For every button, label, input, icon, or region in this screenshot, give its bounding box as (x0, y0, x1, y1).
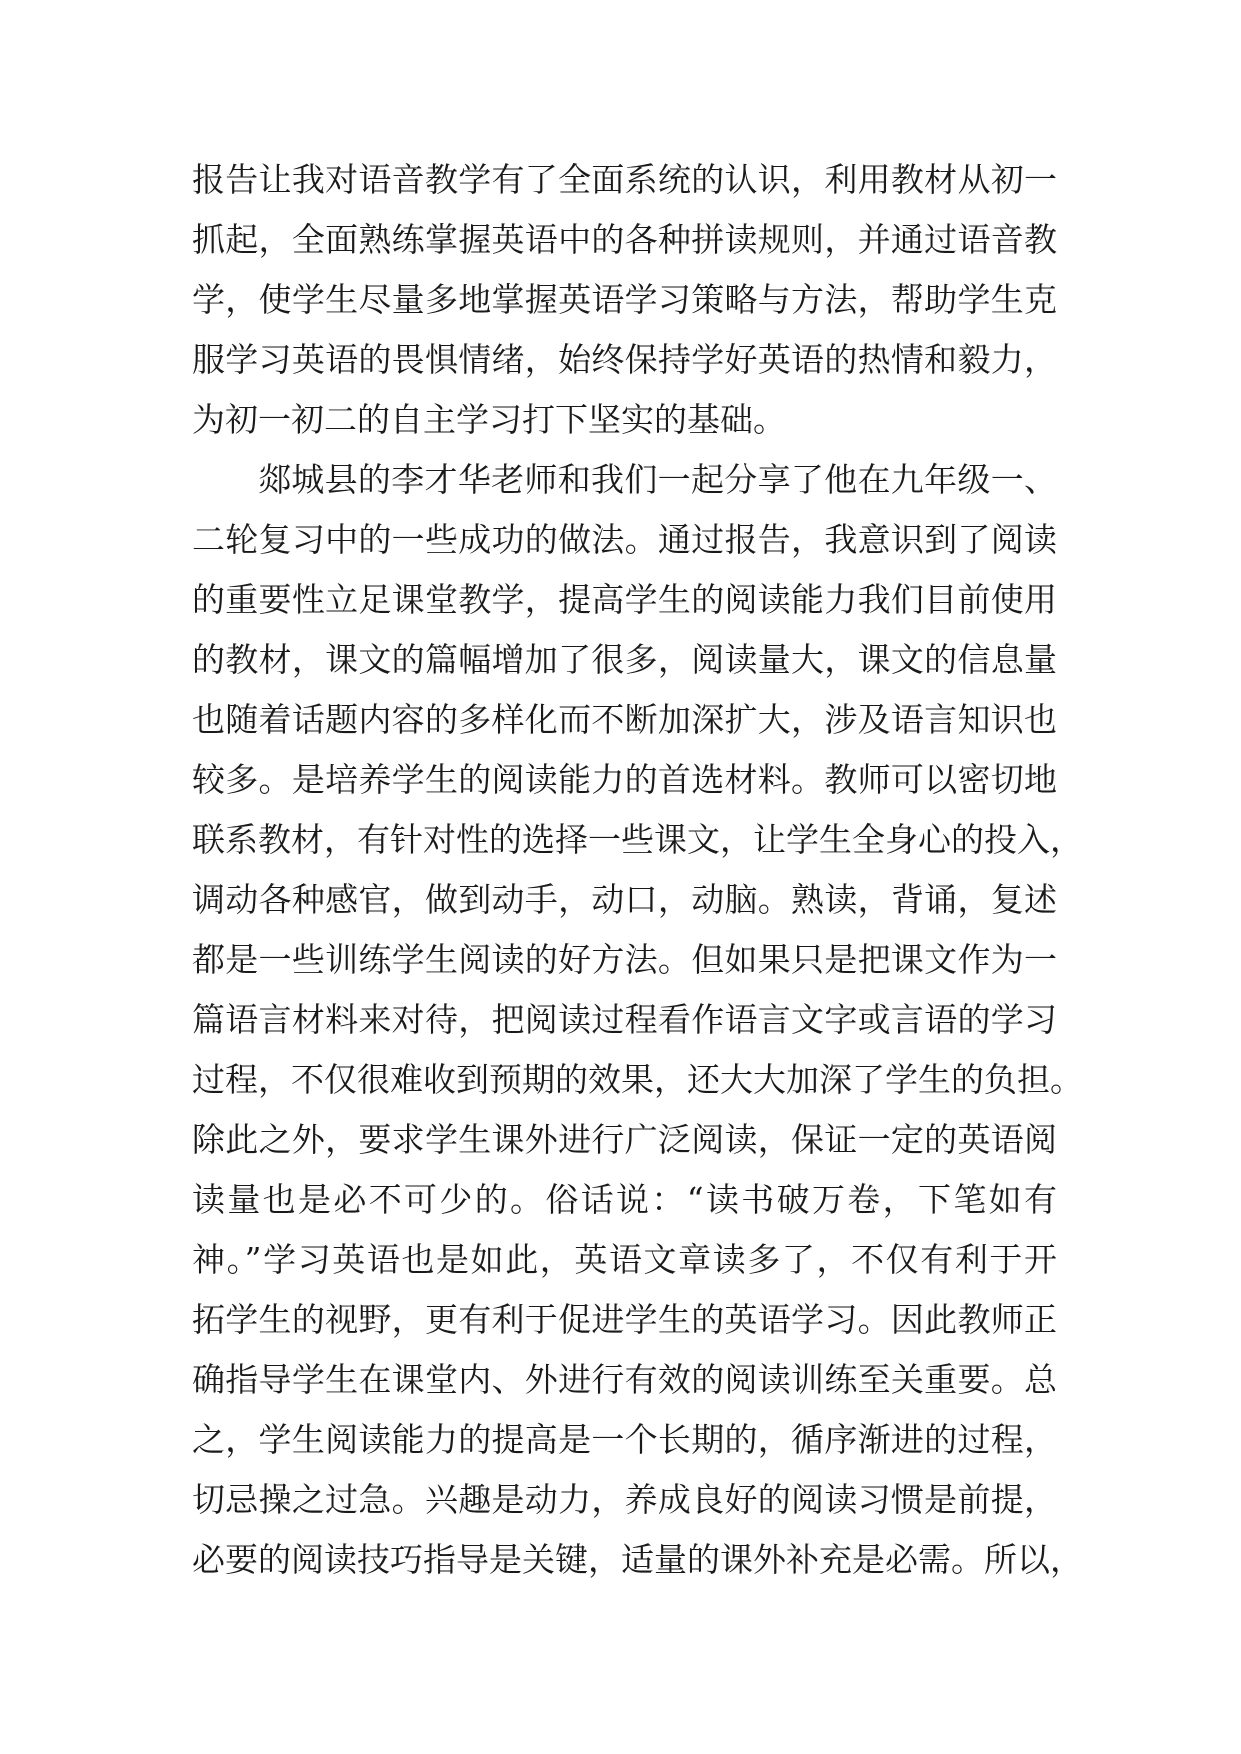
paragraph-first-line: 郯城县的李才华老师和我们一起分享了他在九年级一、 (258, 460, 1057, 499)
text-line: 的教材，课文的篇幅增加了很多，阅读量大，课文的信息量 (192, 640, 1057, 679)
document-body (192, 150, 1083, 1590)
text-line: 调动各种感官，做到动手，动口，动脑。熟读，背诵，复述 (192, 880, 1057, 919)
text-line: 必要的阅读技巧指导是关键，适量的课外补充是必需。所以， (192, 1540, 1083, 1579)
text-line: 服学习英语的畏惧情绪，始终保持学好英语的热情和毅力， (192, 340, 1057, 379)
text-line: 为初一初二的自主学习打下坚实的基础。 (192, 400, 786, 439)
text-line: 过程，不仅很难收到预期的效果，还大大加深了学生的负担。 (192, 1060, 1083, 1099)
text-line: 二轮复习中的一些成功的做法。通过报告，我意识到了阅读 (192, 520, 1057, 559)
text-line: 较多。是培养学生的阅读能力的首选材料。教师可以密切地 (192, 760, 1057, 799)
text-line: 拓学生的视野，更有利于促进学生的英语学习。因此教师正 (192, 1300, 1057, 1339)
text-line: 读量也是必不可少的。俗话说：“读书破万卷，下笔如有 (192, 1180, 1057, 1219)
text-line: 报告让我对语音教学有了全面系统的认识，利用教材从初一 (192, 160, 1057, 199)
text-line: 神。”学习英语也是如此，英语文章读多了，不仅有利于开 (192, 1240, 1057, 1279)
text-line: 也随着话题内容的多样化而不断加深扩大，涉及语言知识也 (192, 700, 1057, 739)
text-line: 联系教材，有针对性的选择一些课文，让学生全身心的投入， (192, 820, 1083, 859)
text-line: 篇语言材料来对待，把阅读过程看作语言文字或言语的学习 (192, 1000, 1057, 1039)
text-line: 的重要性立足课堂教学，提高学生的阅读能力我们目前使用 (192, 580, 1057, 619)
text-line: 学，使学生尽量多地掌握英语学习策略与方法，帮助学生克 (192, 280, 1057, 319)
text-line: 切忌操之过急。兴趣是动力，养成良好的阅读习惯是前提， (192, 1480, 1057, 1519)
text-line: 都是一些训练学生阅读的好方法。但如果只是把课文作为一 (192, 940, 1057, 979)
text-line: 抓起，全面熟练掌握英语中的各种拼读规则，并通过语音教 (192, 220, 1057, 259)
text-line: 确指导学生在课堂内、外进行有效的阅读训练至关重要。总 (192, 1360, 1057, 1399)
text-line: 之，学生阅读能力的提高是一个长期的，循序渐进的过程， (192, 1420, 1057, 1459)
text-line: 除此之外，要求学生课外进行广泛阅读，保证一定的英语阅 (192, 1120, 1057, 1159)
